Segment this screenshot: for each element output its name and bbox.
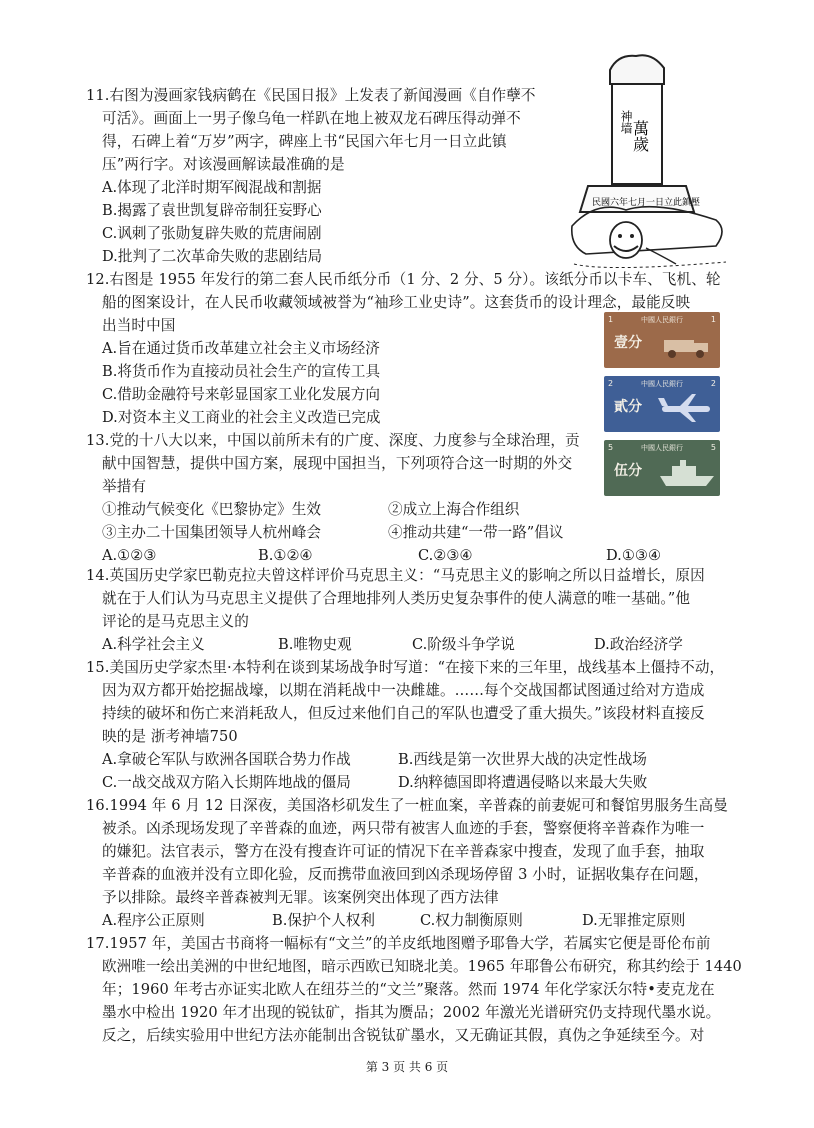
- cartoon-illustration: [566, 50, 738, 280]
- question-12-option-a: A.旨在通过货币改革建立社会主义市场经济: [102, 340, 380, 357]
- question-12-line-1: 12.右图是 1955 年发行的第二套人民币纸分币（1 分、2 分、5 分）。该纸分币以卡车、飞机、轮: [86, 271, 721, 288]
- question-15-line-2: 因为双方都开始挖掘战壕，以期在消耗战中一决雌雄。……每个交战国都试图通过给对方造成: [102, 682, 705, 699]
- question-13-line-2: 献中国智慧，提供中国方案，展现中国担当，下列项符合这一时期的外交: [102, 455, 573, 472]
- question-11-option-b: B.揭露了袁世凯复辟帝制狂妄野心: [102, 202, 322, 219]
- question-12-option-b: B.将货币作为直接动员社会生产的宣传工具: [102, 363, 381, 380]
- banknote-5-bank-name: 中國人民銀行: [641, 444, 683, 452]
- crushed-figure-body: [572, 207, 722, 254]
- banknote-1-corner-right: 1: [710, 315, 716, 324]
- banknote-5-denomination: 伍分: [614, 463, 642, 479]
- question-16-option-a: A.程序公正原则: [102, 912, 205, 929]
- question-17-line-5: 反之，后续实验用中世纪方法亦能制出含锐钛矿墨水，又无确证其假，真伪之争延续至今。对: [102, 1027, 705, 1044]
- question-14-line-3: 评论的是马克思主义的: [102, 613, 249, 630]
- banknote-2-denomination: 貳分: [614, 399, 642, 415]
- question-16-line-4: 辛普森的血液并没有立即化验，反而携带血液回到凶杀现场停留 3 小时，证据收集存在问题，: [102, 866, 709, 883]
- question-12-line-2: 船的图案设计，在人民币收藏领域被誉为“袖珍工业史诗”。这套货币的设计理念，最能反映: [102, 294, 691, 311]
- stele-cap: [610, 55, 664, 84]
- question-15-option-c: C.一战交战双方陷入长期阵地战的僵局: [102, 774, 351, 791]
- question-17-line-2: 欧洲唯一绘出美洲的中世纪地图，暗示西欧已知晓北美。1965 年耶鲁公布研究，称其约绘于 1440: [102, 958, 742, 975]
- question-13-option-d: D.①③④: [606, 547, 662, 564]
- question-13-item-1: ①推动气候变化《巴黎协定》生效: [102, 501, 321, 518]
- question-13-line-3: 举措有: [102, 478, 147, 495]
- banknote-5-fen: [604, 440, 720, 496]
- question-11-option-a: A.体现了北洋时期军阀混战和割据: [102, 179, 322, 196]
- banknote-5-corner-left: 5: [608, 443, 614, 452]
- banknote-2-fen: [604, 376, 720, 432]
- question-14-line-2: 就在于人们认为马克思主义提供了合理地排列人类历史复杂事件的使人满意的唯一基础。”他: [102, 590, 691, 607]
- banknote-2-corner-right: 2: [710, 379, 716, 388]
- question-11-line-4: 压”两行字。对该漫画解读最准确的是: [102, 156, 345, 173]
- banknote-5-corner-right: 5: [710, 443, 716, 452]
- question-11-line-2: 可活》。画面上一男子像乌龟一样趴在地上被双龙石碑压得动弹不: [102, 110, 521, 127]
- question-14-option-c: C.阶级斗争学说: [412, 636, 515, 653]
- question-16-line-5: 予以排除。最终辛普森被判无罪。该案例突出体现了西方法律: [102, 889, 499, 906]
- question-11-line-3: 得，石碑上着“万岁”两字，碑座上书“民国六年七月一日立此镇: [102, 133, 507, 150]
- question-14-option-a: A.科学社会主义: [102, 636, 205, 653]
- question-14-option-d: D.政治经济学: [594, 636, 683, 653]
- stele-side-text: 神墙: [619, 110, 633, 134]
- question-15-option-b: B.西线是第一次世界大战的决定性战场: [398, 751, 647, 768]
- banknote-1-bank-name: 中國人民銀行: [641, 316, 683, 324]
- question-17-line-4: 墨水中检出 1920 年才出现的锐钛矿，指其为赝品；2002 年激光光谱研究仍支持现代墨水说。: [102, 1004, 721, 1021]
- page-footer: 第 3 页 共 6 页: [365, 1060, 449, 1074]
- stele-base-text: 民國六年七月一日立此鎮壓: [592, 198, 701, 208]
- question-16-option-c: C.权力制衡原则: [420, 912, 523, 929]
- question-17-line-1: 17.1957 年，美国古书商将一幅标有“文兰”的羊皮纸地图赠予耶鲁大学，若属实它便是哥伦布前: [86, 935, 711, 952]
- question-11-line-1: 11.右图为漫画家钱病鹤在《民国日报》上发表了新闻漫画《自作孽不: [86, 87, 536, 104]
- question-11-option-d: D.批判了二次革命失败的悲剧结局: [102, 248, 323, 265]
- question-12-option-c: C.借助金融符号来彰显国家工业化发展方向: [102, 386, 380, 403]
- question-16-option-d: D.无罪推定原则: [582, 912, 686, 929]
- question-16-option-b: B.保护个人权利: [272, 912, 375, 929]
- question-14-option-b: B.唯物史观: [278, 636, 352, 653]
- banknote-1-fen: [604, 312, 720, 368]
- eye-right: [630, 234, 634, 238]
- question-13-option-c: C.②③④: [418, 547, 473, 564]
- banknote-1-corner-left: 1: [608, 315, 614, 324]
- question-11-option-c: C.讽刺了张勋复辟失败的荒唐闹剧: [102, 225, 322, 242]
- question-13-line-1: 13.党的十八大以来，中国以前所未有的广度、深度、力度参与全球治理，贡: [86, 432, 580, 449]
- question-15-line-3: 持续的破坏和伤亡来消耗敌人，但反过来他们自己的军队也遭受了重大损失。”该段材料直接反: [102, 705, 705, 722]
- question-13-item-3: ③主办二十国集团领导人杭州峰会: [102, 524, 321, 541]
- airplane-icon: [658, 392, 716, 424]
- banknote-1-denomination: 壹分: [614, 335, 642, 351]
- question-15-line-1: 15.美国历史学家杰里·本特利在谈到某场战争时写道：“在接下来的三年里，战线基本上僵持不动，: [86, 659, 725, 676]
- arm: [646, 248, 676, 264]
- question-13-item-2: ②成立上海合作组织: [388, 501, 520, 518]
- question-16-line-3: 的嫌犯。法官表示，警方在没有搜查许可证的情况下在辛普森家中搜查，发现了血手套，抽取: [102, 843, 705, 860]
- question-15-line-4: 映的是 浙考神墙750: [102, 728, 238, 745]
- question-15-option-a: A.拿破仑军队与欧洲各国联合势力作战: [102, 751, 351, 768]
- question-14-line-1: 14.英国历史学家巴勒克拉夫曾这样评价马克思主义：“马克思主义的影响之所以日益增长，原因: [86, 567, 705, 584]
- banknote-2-bank-name: 中國人民銀行: [641, 380, 683, 388]
- question-12-option-d: D.对资本主义工商业的社会主义改造已完成: [102, 409, 381, 426]
- ground-line: [574, 262, 726, 268]
- truck-icon: [662, 330, 712, 360]
- question-13-option-a: A.①②③: [102, 547, 157, 564]
- question-16-line-2: 被杀。凶杀现场发现了辛普森的血迹，两只带有被害人血迹的手套，警察便将辛普森作为唯一: [102, 820, 705, 837]
- question-13-item-4: ④推动共建“一带一路”倡议: [388, 524, 564, 541]
- question-13-option-b: B.①②④: [258, 547, 313, 564]
- question-16-line-1: 16.1994 年 6 月 12 日深夜，美国洛杉矶发生了一桩血案，辛普森的前妻妮可和餐馆男服务生高曼: [86, 797, 728, 814]
- question-17-line-3: 年；1960 年考古亦证实北欧人在纽芬兰的“文兰”聚落。然而 1974 年化学家沃尔特•麦克龙在: [102, 981, 715, 998]
- question-15-option-d: D.纳粹德国即将遭遇侵略以来最大失败: [398, 774, 648, 791]
- crushed-figure-head: [610, 222, 642, 258]
- eye-left: [618, 234, 622, 238]
- banknote-2-corner-left: 2: [608, 379, 614, 388]
- ship-icon: [658, 458, 716, 490]
- stele-main-text: 萬歲: [630, 120, 650, 152]
- question-12-line-3: 出当时中国: [102, 317, 176, 334]
